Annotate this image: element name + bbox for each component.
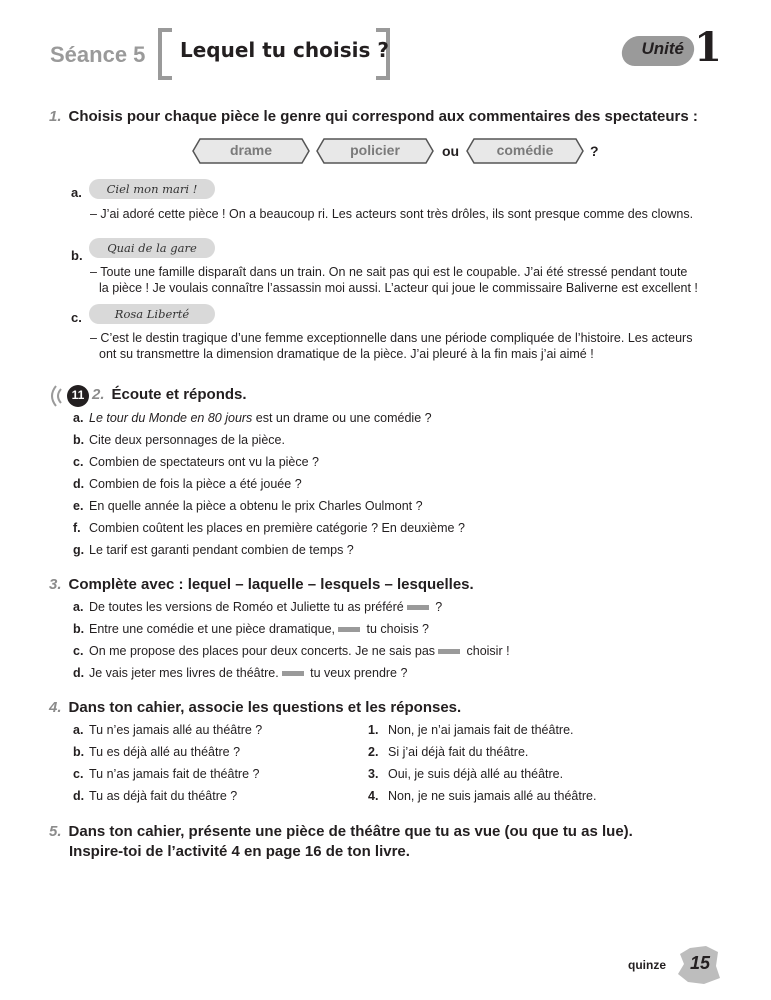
question-row (73, 429, 465, 451)
fill-blank (407, 605, 429, 610)
exercise-1-instruction: Choisis pour chaque pièce le genre qui correspond aux commentaires des spectateurs : (68, 108, 698, 125)
comment-c-line-2: ont su transmettre la dimension dramatique de la pièce. J’ai pleuré à la fin mais j’ai aimé ! (99, 347, 594, 361)
left-bracket (158, 28, 172, 80)
exercise-3-items (73, 596, 510, 684)
exercise-2-instruction: Écoute et réponds. (111, 386, 247, 403)
exercise-3-instruction: Complète avec : lequel – laquelle – lesquels – lesquelles. (68, 576, 474, 593)
fill-row (73, 596, 510, 618)
comment-c-line-1: – C’est le destin tragique d’une femme exceptionnelle dans une période compliquée de l’histoire. Les acteurs (90, 331, 693, 345)
exercise-2-questions (73, 407, 465, 561)
exercise-5-number: 5. (49, 823, 62, 840)
sentence-end: choisir ! (463, 644, 510, 658)
question-row (73, 495, 465, 517)
unit-label: Unité (641, 39, 684, 58)
page-header (50, 22, 730, 82)
answer-text: Si j’ai déjà fait du théâtre. (388, 745, 529, 759)
question-text: Cite deux personnages de la pièce. (89, 433, 285, 447)
question-text: Combien de spectateurs ont vu la pièce ? (89, 455, 319, 469)
page-number-word: quinze (628, 958, 666, 972)
question-text: Tu n’es jamais allé au théâtre ? (89, 723, 263, 737)
audio-track-number: 11 (71, 388, 85, 402)
match-answer (368, 785, 596, 807)
exercise-5-line-1: Dans ton cahier, présente une pièce de théâtre que tu as vue (ou que tu as lue). (68, 823, 633, 840)
exercise-2-title (92, 386, 247, 403)
question-text: Tu es déjà allé au théâtre ? (89, 745, 241, 759)
answer-text: Oui, je suis déjà allé au théâtre. (388, 767, 564, 781)
comment-b-line-1: – Toute une famille disparaît dans un train. On ne sait pas qui est le coupable. J’ai été stressé pendant toute (90, 265, 688, 279)
question-text: Tu as déjà fait du théâtre ? (89, 789, 238, 803)
or-word: ou (442, 143, 460, 159)
match-answer (368, 719, 596, 741)
comment-a (90, 206, 710, 222)
exercise-4-number: 4. (49, 699, 62, 716)
unit-number: 1 (694, 24, 722, 71)
question-mark: ? (590, 143, 599, 159)
answer-text: Non, je n’ai jamais fait de théâtre. (388, 723, 574, 737)
sentence-start: Entre une comédie et une pièce dramatique, (89, 622, 335, 636)
question-row (73, 539, 465, 561)
book-title: Le tour du Monde en 80 jours (89, 411, 253, 425)
question-letter: b. (73, 433, 85, 447)
item-b-letter: b. (71, 248, 83, 263)
fill-row (73, 618, 510, 640)
play-title-a: Ciel mon mari ! (89, 179, 215, 199)
question-row (73, 451, 465, 473)
lesson-title: Lequel tu choisis ? (180, 38, 389, 62)
fill-blank (338, 627, 360, 632)
sentence-start: De toutes les versions de Roméo et Juliette tu as préféré (89, 600, 404, 614)
question-letter: a. (73, 411, 84, 425)
exercise-2-number: 2. (92, 386, 105, 403)
match-answer (368, 741, 596, 763)
item-letter: c. (73, 644, 84, 658)
question-text: En quelle année la pièce a obtenu le prix Charles Oulmont ? (89, 499, 423, 513)
comment-b-line-2: la pièce ! Je voulais connaître l’assassin moi aussi. L’acteur qui joue le commissaire Baliverne est excellent ! (99, 281, 698, 295)
answer-number: 1. (368, 723, 379, 737)
fill-blank (438, 649, 460, 654)
match-answer (368, 763, 596, 785)
item-letter: a. (73, 600, 84, 614)
item-a-letter: a. (71, 185, 82, 200)
answer-number: 4. (368, 789, 379, 803)
genre-drame-label: drame (229, 142, 273, 158)
question-letter: g. (73, 543, 85, 557)
question-letter: e. (73, 499, 84, 513)
sentence-end: tu choisis ? (363, 622, 430, 636)
question-text: est un drame ou une comédie ? (252, 411, 432, 425)
fill-blank (282, 671, 304, 676)
exercise-5-title (49, 823, 633, 840)
exercise-1-title (49, 108, 698, 125)
question-text: Combien coûtent les places en première catégorie ? En deuxième ? (89, 521, 465, 535)
question-row (73, 473, 465, 495)
fill-row (73, 662, 510, 684)
question-letter: a. (73, 723, 84, 737)
question-letter: b. (73, 745, 85, 759)
seance-label: Séance 5 (50, 42, 146, 67)
fill-row (73, 640, 510, 662)
question-letter: f. (73, 521, 81, 535)
match-question (73, 741, 262, 763)
genre-policier-label: policier (350, 142, 400, 158)
play-title-b: Quai de la gare (89, 238, 215, 258)
page-number: 15 (690, 953, 711, 973)
sentence-start: On me propose des places pour deux concerts. Je ne sais pas (89, 644, 436, 658)
exercise-4-answers (368, 719, 596, 807)
match-question (73, 785, 262, 807)
exercise-1-number: 1. (49, 108, 62, 125)
sentence-end: tu veux prendre ? (306, 666, 408, 680)
question-text: Combien de fois la pièce a été jouée ? (89, 477, 302, 491)
genre-tag-policier (316, 138, 434, 164)
comment-c (90, 330, 710, 362)
genre-tag-drame (192, 138, 310, 164)
comment-b (90, 264, 710, 296)
comment-a-line-1: – J’ai adoré cette pièce ! On a beaucoup ri. Les acteurs sont très drôles, ils sont presque comme des clowns. (90, 207, 694, 221)
answer-text: Non, je ne suis jamais allé au théâtre. (388, 789, 597, 803)
play-title-c: Rosa Liberté (89, 304, 215, 324)
question-row (73, 407, 465, 429)
exercise-3-number: 3. (49, 576, 62, 593)
exercise-3-title (49, 576, 474, 593)
exercise-4-instruction: Dans ton cahier, associe les questions et les réponses. (68, 699, 462, 716)
question-letter: d. (73, 477, 85, 491)
sentence-start: Je vais jeter mes livres de théâtre. (89, 666, 279, 680)
question-row (73, 517, 465, 539)
answer-number: 3. (368, 767, 379, 781)
match-question (73, 763, 262, 785)
item-c-letter: c. (71, 310, 82, 325)
sentence-end: ? (431, 600, 443, 614)
question-text: Le tarif est garanti pendant combien de temps ? (89, 543, 354, 557)
question-text: Tu n’as jamais fait de théâtre ? (89, 767, 260, 781)
genre-tag-comedie (466, 138, 584, 164)
answer-number: 2. (368, 745, 379, 759)
question-letter: d. (73, 789, 85, 803)
question-letter: c. (73, 455, 84, 469)
exercise-5-line-2: Inspire-toi de l’activité 4 en page 16 de ton livre. (69, 843, 410, 860)
genre-comedie-label: comédie (496, 142, 554, 158)
item-letter: d. (73, 666, 85, 680)
exercise-4-questions (73, 719, 262, 807)
item-letter: b. (73, 622, 85, 636)
exercise-4-title (49, 699, 461, 716)
match-question (73, 719, 262, 741)
lesson-title-box (158, 28, 390, 80)
question-letter: c. (73, 767, 84, 781)
